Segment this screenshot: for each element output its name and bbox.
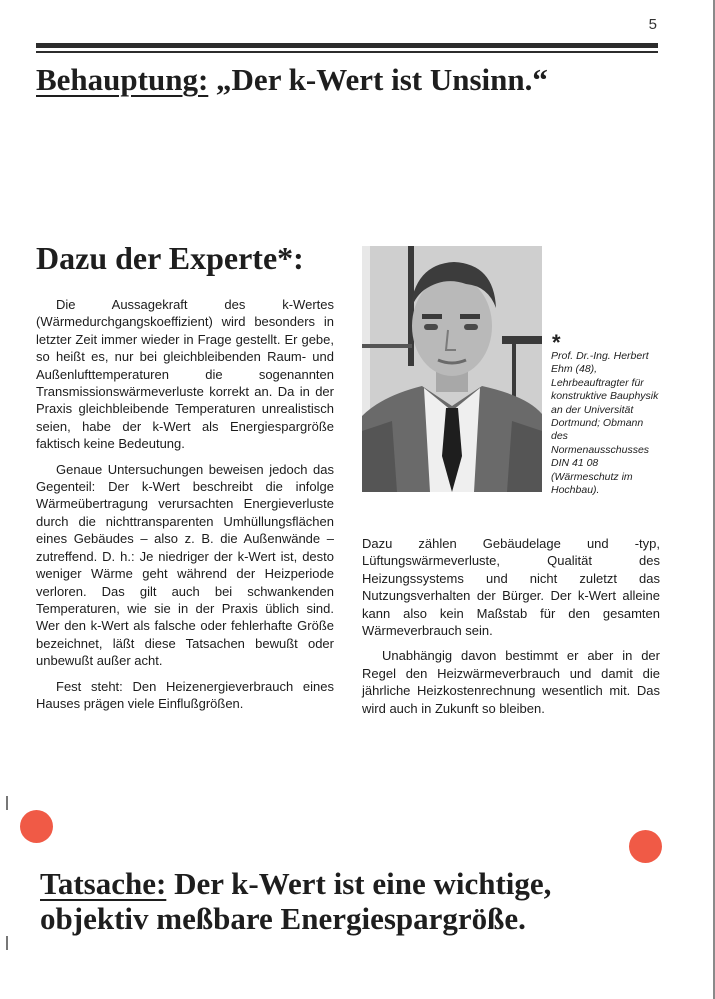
headline (36, 62, 548, 98)
section-heading: Dazu der Experte*: (36, 240, 304, 276)
left-column (36, 296, 334, 720)
right-column (362, 535, 660, 725)
portrait-image (362, 246, 542, 492)
left-paragraph: Genaue Untersuchungen beweisen jedoch das Gegenteil: Der k-Wert beschreibt die infolge Wärmeübertragung verursachten Energieverluste durch die nichttransparenten Umhüllungsflächen eines Gebäudes – also z. B. die Außenwände – zutreffend. D. h.: Je niedriger der k-Wert ist, desto weniger Wärme geht während der Heizperiode verloren. Das gilt auch bei schwankenden Temperaturen, wie sie in der Praxis üblich sind. Wer den k-Wert als falsche oder fehlerhafte Größe bezeichnet, läßt diese Tatsachen bewußt oder unbewußt außer acht. (36, 461, 334, 669)
red-dot-marker (629, 830, 662, 863)
conclusion-line-2: objektiv meßbare Energiespargröße. (40, 901, 526, 936)
headline-lead: Behauptung: (36, 62, 209, 97)
header-rule-thin (36, 51, 658, 53)
right-paragraph: Unabhängig davon bestimmt er aber in der Regel den Heizwärmeverbrauch und damit die jährliche Heizkostenrechnung wesentlich mit. Das wird auch in Zukunft so bleiben. (362, 648, 660, 716)
conclusion-line1-text: Der k-Wert ist eine wichtige, (166, 866, 552, 901)
left-paragraph: Die Aussagekraft des k-Wertes (Wärmedurchgangskoeffizient) wird besonders in letzter Zeit immer wieder in Frage gestellt. Er gebe, so heißt es, nur bei gleichbleibenden Raum- und Außenlufttemperaturen die sogenannten Transmissionswärmeverluste korrekt an. Da in der Praxis gleichbleibende Temperaturen unrealistisch seien, habe der k-Wert als Energiespargröße faktisch keine Bedeutung. (36, 297, 334, 452)
conclusion-statement (40, 866, 700, 936)
headline-claim: „Der k-Wert ist Unsinn.“ (216, 62, 548, 97)
conclusion-line-1 (40, 866, 700, 901)
header-rule-thick (36, 43, 658, 48)
caption-asterisk: * (552, 330, 561, 355)
margin-mark (6, 796, 8, 810)
right-paragraph: Dazu zählen Gebäudelage und -typ, Lüftungswärmeverluste, Qualität des Heizungssystems und nicht zuletzt das Nutzungsverhalten der Bürger. Der k-Wert alleine kann also kein Maßstab für den gesamten Wärmeverbrauch sein. (362, 536, 660, 639)
conclusion-lead: Tatsache: (40, 866, 167, 901)
red-dot-marker (20, 810, 53, 843)
left-paragraph: Fest steht: Den Heizenergieverbrauch eines Hauses prägen viele Einflußgrößen. (36, 678, 334, 711)
margin-mark (6, 936, 8, 950)
page-number: 5 (648, 16, 657, 33)
expert-portrait-photo (362, 246, 542, 492)
expert-caption: Prof. Dr.-Ing. Herbert Ehm (48), Lehrbeauftragter für konstruktive Bauphysik an der Universität Dortmund; Obmann des Normenausschusses DIN 41 08 (Wärmeschutz im Hochbau). (551, 350, 659, 497)
